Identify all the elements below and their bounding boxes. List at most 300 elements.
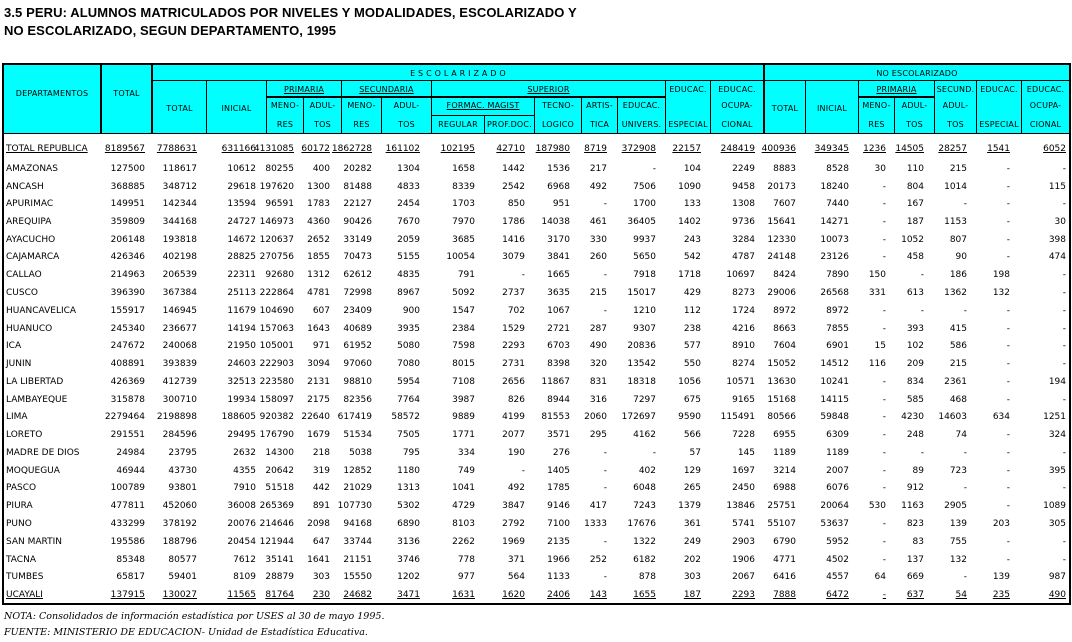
cell-value: - bbox=[1006, 181, 1010, 192]
cell-value: 1089 bbox=[1043, 501, 1066, 511]
cell-value: 1547 bbox=[452, 306, 475, 316]
cell-value: 1641 bbox=[307, 554, 330, 565]
cell-value: 319 bbox=[312, 465, 330, 476]
cell-value: 145 bbox=[737, 448, 755, 458]
cell-value: 1855 bbox=[307, 252, 330, 262]
cell-value: 977 bbox=[457, 572, 475, 582]
col-ne-adul: ADUL- bbox=[901, 101, 928, 110]
cell-value: - bbox=[1062, 164, 1066, 174]
cell-value: 3987 bbox=[452, 394, 475, 405]
cell-value: 7506 bbox=[633, 181, 656, 192]
cell-value: 7505 bbox=[397, 430, 420, 440]
cell-value: 72998 bbox=[343, 288, 372, 298]
cell-value: - bbox=[1006, 217, 1010, 227]
cell-value: 14271 bbox=[820, 217, 849, 227]
cell-value: 23409 bbox=[343, 306, 372, 316]
cell-value: 118617 bbox=[162, 164, 197, 174]
cell-value: 80577 bbox=[168, 554, 197, 565]
cell-value: 28825 bbox=[227, 252, 256, 262]
cell-value: 4835 bbox=[397, 270, 420, 280]
cell-value: 8910 bbox=[732, 341, 755, 351]
table-row bbox=[4, 341, 1069, 359]
cell-value: 28879 bbox=[265, 572, 294, 582]
department-name: ICA bbox=[6, 341, 22, 351]
cell-value: 5954 bbox=[397, 377, 420, 387]
cell-value: 172697 bbox=[621, 412, 656, 422]
cell-value: 723 bbox=[949, 465, 967, 476]
table-row bbox=[4, 412, 1069, 430]
cell-value: 1718 bbox=[678, 270, 701, 280]
cell-value: 100789 bbox=[110, 483, 145, 493]
cell-value: 15017 bbox=[627, 288, 656, 298]
cell-value: 7890 bbox=[826, 270, 849, 280]
table-header bbox=[4, 65, 1069, 133]
cell-value: - bbox=[1062, 306, 1066, 316]
cell-value: 8273 bbox=[732, 288, 755, 298]
col-artis: ARTIS- bbox=[586, 101, 613, 110]
cell-value: 530 bbox=[868, 501, 886, 511]
cell-value: 4557 bbox=[826, 572, 849, 582]
cell-value: 5155 bbox=[397, 252, 420, 262]
cell-value: 2542 bbox=[502, 181, 525, 192]
cell-value: 1442 bbox=[502, 164, 525, 174]
cell-value: 429 bbox=[683, 288, 701, 298]
cell-value: 831 bbox=[589, 377, 607, 387]
cell-value: 891 bbox=[312, 501, 330, 511]
cell-value: 2361 bbox=[944, 377, 967, 387]
department-name: CAJAMARCA bbox=[6, 252, 60, 262]
cell-value: 2384 bbox=[452, 323, 475, 334]
cell-value: 795 bbox=[402, 448, 420, 458]
cell-value: 21950 bbox=[227, 341, 256, 351]
cell-value: - bbox=[882, 217, 886, 227]
cell-value: 265369 bbox=[259, 501, 294, 511]
col-profdoc: PROF.DOC. bbox=[487, 120, 532, 129]
cell-value: 477811 bbox=[110, 501, 145, 511]
cell-value: 7297 bbox=[633, 394, 656, 405]
cell-value: 83 bbox=[912, 537, 924, 547]
cell-value: 115 bbox=[1048, 181, 1066, 192]
cell-value: 3847 bbox=[502, 501, 525, 511]
cell-value: 4162 bbox=[633, 430, 656, 440]
cell-value: 613 bbox=[906, 288, 924, 298]
table-row bbox=[4, 590, 1069, 608]
cell-value: 585 bbox=[906, 394, 924, 405]
cell-value: 287 bbox=[589, 323, 607, 334]
cell-value: 9889 bbox=[452, 412, 475, 422]
cell-value: 2175 bbox=[307, 394, 330, 405]
cell-value: 1643 bbox=[307, 323, 330, 334]
cell-value: 284596 bbox=[162, 430, 197, 440]
cell-value: - bbox=[1006, 465, 1010, 476]
cell-value: - bbox=[603, 537, 607, 547]
cell-value: 2652 bbox=[307, 234, 330, 245]
cell-value: 315878 bbox=[110, 394, 145, 405]
cell-value: 54 bbox=[955, 590, 967, 600]
cell-value: 402198 bbox=[162, 252, 197, 262]
cell-value: 248419 bbox=[720, 144, 755, 154]
cell-value: 29495 bbox=[227, 430, 256, 440]
cell-value: 218 bbox=[312, 448, 330, 458]
cell-value: 6901 bbox=[826, 341, 849, 351]
group-superior: SUPERIOR bbox=[527, 85, 570, 94]
cell-value: 81764 bbox=[265, 590, 294, 600]
cell-value: 94168 bbox=[343, 519, 372, 529]
cell-value: 40689 bbox=[343, 323, 372, 334]
note-text: NOTA: Consolidados de información estadística por USES al 30 de mayo 1995. bbox=[4, 611, 385, 622]
cell-value: 7910 bbox=[233, 483, 256, 493]
cell-value: 110 bbox=[906, 164, 924, 174]
cell-value: 6703 bbox=[547, 341, 570, 351]
cell-value: 15550 bbox=[343, 572, 372, 582]
col-secund-tos: TOS bbox=[947, 120, 964, 129]
col-ne-cional: CIONAL bbox=[1029, 120, 1062, 129]
cell-value: 8944 bbox=[547, 394, 570, 405]
cell-value: 400 bbox=[312, 164, 330, 174]
cell-value: 6182 bbox=[633, 554, 656, 565]
cell-value: 20064 bbox=[820, 501, 849, 511]
cell-value: 214963 bbox=[110, 270, 145, 280]
group-ne-primaria: PRIMARIA bbox=[876, 85, 917, 94]
cell-value: 393839 bbox=[162, 359, 197, 369]
table-row bbox=[4, 519, 1069, 537]
department-name: TACNA bbox=[6, 554, 36, 565]
cell-value: 755 bbox=[949, 537, 967, 547]
col-educac-univ: EDUCAC. bbox=[622, 101, 661, 110]
cell-value: 74 bbox=[955, 430, 967, 440]
table-row bbox=[4, 235, 1069, 253]
cell-value: 10697 bbox=[726, 270, 755, 280]
cell-value: 24603 bbox=[227, 359, 256, 369]
cell-value: 1771 bbox=[452, 430, 475, 440]
col-cional: CIONAL bbox=[721, 120, 753, 129]
cell-value: 4131085 bbox=[253, 144, 294, 154]
cell-value: 1966 bbox=[547, 554, 570, 565]
department-name: PUNO bbox=[6, 519, 32, 529]
cell-value: - bbox=[920, 306, 924, 316]
cell-value: 240068 bbox=[162, 341, 197, 351]
col-regular: REGULAR bbox=[438, 120, 478, 129]
cell-value: 13542 bbox=[627, 359, 656, 369]
col-ne-total: TOTAL bbox=[771, 104, 799, 113]
cell-value: 637 bbox=[906, 590, 924, 600]
cell-value: 344168 bbox=[162, 217, 197, 227]
table-row-total bbox=[4, 144, 1069, 162]
col-sec-meno: MENO- bbox=[347, 101, 376, 110]
col-ne-educac-ocup: EDUCAC. bbox=[1026, 85, 1065, 94]
cell-value: - bbox=[1062, 483, 1066, 493]
cell-value: 372908 bbox=[621, 144, 656, 154]
cell-value: 1631 bbox=[452, 590, 475, 600]
table-row bbox=[4, 483, 1069, 501]
cell-value: 300710 bbox=[162, 394, 197, 405]
table-row bbox=[4, 270, 1069, 288]
cell-value: 398 bbox=[1048, 234, 1066, 245]
cell-value: 203 bbox=[992, 519, 1010, 529]
cell-value: 102195 bbox=[440, 144, 475, 154]
cell-value: 22127 bbox=[343, 199, 372, 209]
department-name: AMAZONAS bbox=[6, 164, 58, 174]
cell-value: 206539 bbox=[162, 270, 197, 280]
cell-value: 235 bbox=[992, 590, 1010, 600]
cell-value: 142344 bbox=[162, 199, 197, 209]
cell-value: - bbox=[603, 306, 607, 316]
cell-value: - bbox=[603, 448, 607, 458]
cell-value: 58572 bbox=[391, 412, 420, 422]
group-primaria: PRIMARIA bbox=[283, 85, 325, 94]
cell-value: - bbox=[1006, 483, 1010, 493]
cell-value: 46944 bbox=[116, 465, 145, 476]
cell-value: 367384 bbox=[162, 288, 197, 298]
cell-value: 132 bbox=[949, 554, 967, 565]
cell-value: - bbox=[882, 306, 886, 316]
department-name: CUSCO bbox=[6, 288, 38, 298]
cell-value: 1536 bbox=[547, 164, 570, 174]
cell-value: 6076 bbox=[826, 483, 849, 493]
cell-value: 2135 bbox=[547, 537, 570, 547]
col-ne-inicial: INICIAL bbox=[817, 104, 847, 113]
col-secund-adul: ADUL- bbox=[942, 101, 969, 110]
cell-value: 2792 bbox=[502, 519, 525, 529]
cell-value: 6790 bbox=[773, 537, 796, 547]
cell-value: 1014 bbox=[944, 181, 967, 192]
cell-value: 28257 bbox=[938, 144, 967, 154]
cell-value: 248 bbox=[906, 430, 924, 440]
cell-value: 408891 bbox=[110, 359, 145, 369]
cell-value: 10571 bbox=[726, 377, 755, 387]
department-name: LIMA bbox=[6, 412, 28, 422]
cell-value: - bbox=[882, 465, 886, 476]
cell-value: 238 bbox=[683, 323, 701, 334]
table-row bbox=[4, 395, 1069, 413]
table-row bbox=[4, 306, 1069, 324]
cell-value: - bbox=[1062, 554, 1066, 565]
department-name: TOTAL REPUBLICA bbox=[6, 144, 88, 154]
department-name: UCAYALI bbox=[6, 590, 43, 600]
table-row bbox=[4, 288, 1069, 306]
cell-value: 2737 bbox=[502, 288, 525, 298]
cell-value: 1379 bbox=[678, 501, 701, 511]
cell-value: 2067 bbox=[732, 572, 755, 582]
cell-value: 59401 bbox=[168, 572, 197, 582]
cell-value: - bbox=[1006, 537, 1010, 547]
cell-value: - bbox=[882, 519, 886, 529]
cell-value: 426346 bbox=[110, 252, 145, 262]
cell-value: 222864 bbox=[259, 288, 294, 298]
cell-value: 1783 bbox=[307, 199, 330, 209]
cell-value: 320 bbox=[589, 359, 607, 369]
cell-value: 187 bbox=[683, 590, 701, 600]
cell-value: 490 bbox=[1048, 590, 1066, 600]
table-row bbox=[4, 377, 1069, 395]
cell-value: 3284 bbox=[732, 234, 755, 245]
cell-value: 3471 bbox=[397, 590, 420, 600]
cell-value: 3685 bbox=[452, 234, 475, 245]
cell-value: - bbox=[963, 199, 967, 209]
cell-value: 7440 bbox=[826, 199, 849, 209]
cell-value: 24727 bbox=[227, 217, 256, 227]
cell-value: 4199 bbox=[502, 412, 525, 422]
col-departamentos: DEPARTAMENTOS bbox=[15, 89, 89, 98]
table-row bbox=[4, 448, 1069, 466]
cell-value: 7970 bbox=[452, 217, 475, 227]
cell-value: 104690 bbox=[259, 306, 294, 316]
cell-value: 1163 bbox=[901, 501, 924, 511]
cell-value: 1041 bbox=[452, 483, 475, 493]
cell-value: - bbox=[1006, 306, 1010, 316]
cell-value: 1202 bbox=[397, 572, 420, 582]
cell-value: 1665 bbox=[547, 270, 570, 280]
cell-value: 15641 bbox=[767, 217, 796, 227]
cell-value: 3214 bbox=[773, 465, 796, 476]
cell-value: 5080 bbox=[397, 341, 420, 351]
cell-value: 417 bbox=[589, 501, 607, 511]
col-prim-tos: TOS bbox=[314, 120, 331, 129]
cell-value: 80566 bbox=[767, 412, 796, 422]
cell-value: 1402 bbox=[678, 217, 701, 227]
cell-value: 247672 bbox=[110, 341, 145, 351]
cell-value: 6416 bbox=[773, 572, 796, 582]
cell-value: 1655 bbox=[633, 590, 656, 600]
cell-value: 115491 bbox=[720, 412, 755, 422]
cell-value: 20076 bbox=[227, 519, 256, 529]
cell-value: 1133 bbox=[547, 572, 570, 582]
cell-value: 7888 bbox=[773, 590, 796, 600]
cell-value: 4771 bbox=[773, 554, 796, 565]
cell-value: 20282 bbox=[343, 164, 372, 174]
cell-value: 186 bbox=[949, 270, 967, 280]
cell-value: 971 bbox=[312, 341, 330, 351]
cell-value: 2293 bbox=[502, 341, 525, 351]
cell-value: 6472 bbox=[826, 590, 849, 600]
cell-value: 9146 bbox=[547, 501, 570, 511]
cell-value: 60172 bbox=[301, 144, 330, 154]
cell-value: 29006 bbox=[767, 288, 796, 298]
cell-value: 129 bbox=[683, 465, 701, 476]
cell-value: 4230 bbox=[901, 412, 924, 422]
cell-value: - bbox=[882, 394, 886, 405]
cell-value: - bbox=[1062, 537, 1066, 547]
cell-value: 1189 bbox=[826, 448, 849, 458]
cell-value: 96591 bbox=[265, 199, 294, 209]
cell-value: 4502 bbox=[826, 554, 849, 565]
col-ne-meno: MENO- bbox=[862, 101, 891, 110]
cell-value: 791 bbox=[457, 270, 475, 280]
cell-value: 1052 bbox=[901, 234, 924, 245]
cell-value: 8528 bbox=[826, 164, 849, 174]
cell-value: 8109 bbox=[233, 572, 256, 582]
cell-value: 22157 bbox=[672, 144, 701, 154]
cell-value: 33149 bbox=[343, 234, 372, 245]
cell-value: 8424 bbox=[773, 270, 796, 280]
col-especial: ESPECIAL bbox=[668, 120, 708, 129]
cell-value: 188796 bbox=[162, 537, 197, 547]
cell-value: 14505 bbox=[895, 144, 924, 154]
cell-value: - bbox=[521, 465, 525, 476]
cell-value: 14512 bbox=[820, 359, 849, 369]
cell-value: 396390 bbox=[110, 288, 145, 298]
cell-value: 1658 bbox=[452, 164, 475, 174]
cell-value: 8274 bbox=[732, 359, 755, 369]
cell-value: - bbox=[1006, 199, 1010, 209]
table-row bbox=[4, 324, 1069, 342]
cell-value: 2198898 bbox=[156, 412, 197, 422]
col-tica: TICA bbox=[589, 120, 610, 129]
cell-value: 116 bbox=[868, 359, 886, 369]
cell-value: 57 bbox=[689, 448, 701, 458]
cell-value: 4729 bbox=[452, 501, 475, 511]
cell-value: 7918 bbox=[633, 270, 656, 280]
department-name: APURIMAC bbox=[6, 199, 54, 209]
cell-value: 23795 bbox=[168, 448, 197, 458]
cell-value: 395 bbox=[1048, 465, 1066, 476]
cell-value: 43730 bbox=[168, 465, 197, 476]
department-name: LAMBAYEQUE bbox=[6, 394, 68, 405]
cell-value: 4787 bbox=[732, 252, 755, 262]
cell-value: 7855 bbox=[826, 323, 849, 334]
cell-value: 8883 bbox=[773, 164, 796, 174]
cell-value: 265 bbox=[683, 483, 701, 493]
cell-value: 198 bbox=[992, 270, 1010, 280]
cell-value: 11867 bbox=[541, 377, 570, 387]
cell-value: 90426 bbox=[343, 217, 372, 227]
cell-value: 197620 bbox=[259, 181, 294, 192]
col-ne-tos: TOS bbox=[906, 120, 923, 129]
cell-value: 13846 bbox=[726, 501, 755, 511]
cell-value: 190 bbox=[507, 448, 525, 458]
cell-value: 59848 bbox=[820, 412, 849, 422]
cell-value: 194 bbox=[1048, 377, 1066, 387]
group-escolarizado: E S C O L A R I Z A D O bbox=[410, 69, 506, 78]
cell-value: 139 bbox=[949, 519, 967, 529]
cell-value: 834 bbox=[906, 377, 924, 387]
cell-value: 669 bbox=[906, 572, 924, 582]
table-row bbox=[4, 252, 1069, 270]
cell-value: 804 bbox=[906, 181, 924, 192]
cell-value: 330 bbox=[589, 234, 607, 245]
cell-value: - bbox=[1006, 341, 1010, 351]
cell-value: 2450 bbox=[732, 483, 755, 493]
cell-value: 542 bbox=[683, 252, 701, 262]
cell-value: 1700 bbox=[633, 199, 656, 209]
cell-value: 15052 bbox=[767, 359, 796, 369]
cell-value: 1697 bbox=[732, 465, 755, 476]
cell-value: 270756 bbox=[259, 252, 294, 262]
cell-value: 3635 bbox=[547, 288, 570, 298]
cell-value: 400936 bbox=[761, 144, 796, 154]
col-ne-ocupa: OCUPA- bbox=[1029, 101, 1062, 110]
cell-value: 303 bbox=[312, 572, 330, 582]
cell-value: 1180 bbox=[397, 465, 420, 476]
cell-value: 176790 bbox=[259, 430, 294, 440]
cell-value: 23126 bbox=[820, 252, 849, 262]
cell-value: 8339 bbox=[452, 181, 475, 192]
cell-value: 13594 bbox=[227, 199, 256, 209]
cell-value: 1529 bbox=[502, 323, 525, 334]
cell-value: 6968 bbox=[547, 181, 570, 192]
cell-value: - bbox=[1062, 323, 1066, 334]
cell-value: 349345 bbox=[814, 144, 849, 154]
cell-value: 1251 bbox=[1043, 412, 1066, 422]
cell-value: 30 bbox=[1054, 217, 1066, 227]
cell-value: 2454 bbox=[397, 199, 420, 209]
cell-value: 1300 bbox=[307, 181, 330, 192]
cell-value: 1362 bbox=[944, 288, 967, 298]
cell-value: 215 bbox=[589, 288, 607, 298]
col-univers: UNIVERS. bbox=[621, 120, 662, 129]
cell-value: 6955 bbox=[773, 430, 796, 440]
table-row bbox=[4, 217, 1069, 235]
